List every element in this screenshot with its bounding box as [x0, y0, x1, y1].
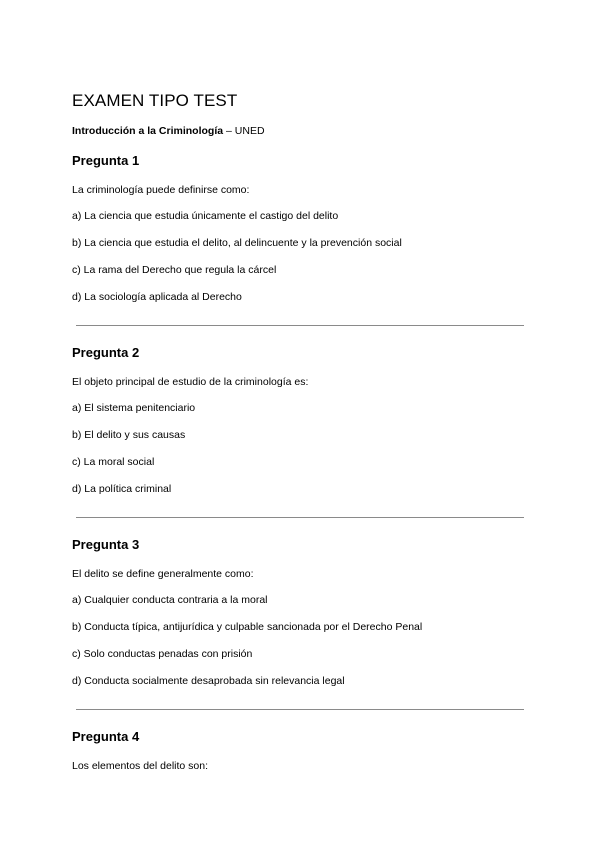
- option-b: b) El delito y sus causas: [72, 429, 186, 441]
- option-d: d) Conducta socialmente desaprobada sin relevancia legal: [72, 675, 345, 687]
- institution-name: – UNED: [223, 125, 265, 137]
- subject-name: Introducción a la Criminología: [72, 125, 224, 137]
- option-c: c) Solo conductas penadas con prisión: [72, 648, 253, 660]
- option-b: b) La ciencia que estudia el delito, al delincuente y la prevención social: [72, 237, 402, 249]
- question-text: El delito se define generalmente como:: [72, 568, 254, 580]
- page-title: EXAMEN TIPO TEST: [72, 91, 238, 110]
- option-c: c) La moral social: [72, 456, 155, 468]
- option-b: b) Conducta típica, antijurídica y culpable sancionada por el Derecho Penal: [72, 621, 423, 633]
- option-d: d) La sociología aplicada al Derecho: [72, 291, 242, 303]
- option-d: d) La política criminal: [72, 483, 172, 495]
- question-text: El objeto principal de estudio de la criminología es:: [72, 376, 309, 388]
- question-heading: Pregunta 2: [72, 345, 140, 360]
- question-heading: Pregunta 3: [72, 537, 140, 552]
- question-heading: Pregunta 1: [72, 153, 140, 168]
- page-subtitle: [72, 125, 265, 137]
- separator-3: [76, 709, 524, 710]
- option-a: a) El sistema penitenciario: [72, 402, 196, 414]
- question-text: Los elementos del delito son:: [72, 760, 209, 772]
- option-a: a) La ciencia que estudia únicamente el castigo del delito: [72, 210, 339, 222]
- option-a: a) Cualquier conducta contraria a la moral: [72, 594, 268, 606]
- separator-1: [76, 325, 524, 326]
- option-c: c) La rama del Derecho que regula la cárcel: [72, 264, 277, 276]
- question-heading: Pregunta 4: [72, 729, 140, 744]
- separator-2: [76, 517, 524, 518]
- question-text: La criminología puede definirse como:: [72, 184, 250, 196]
